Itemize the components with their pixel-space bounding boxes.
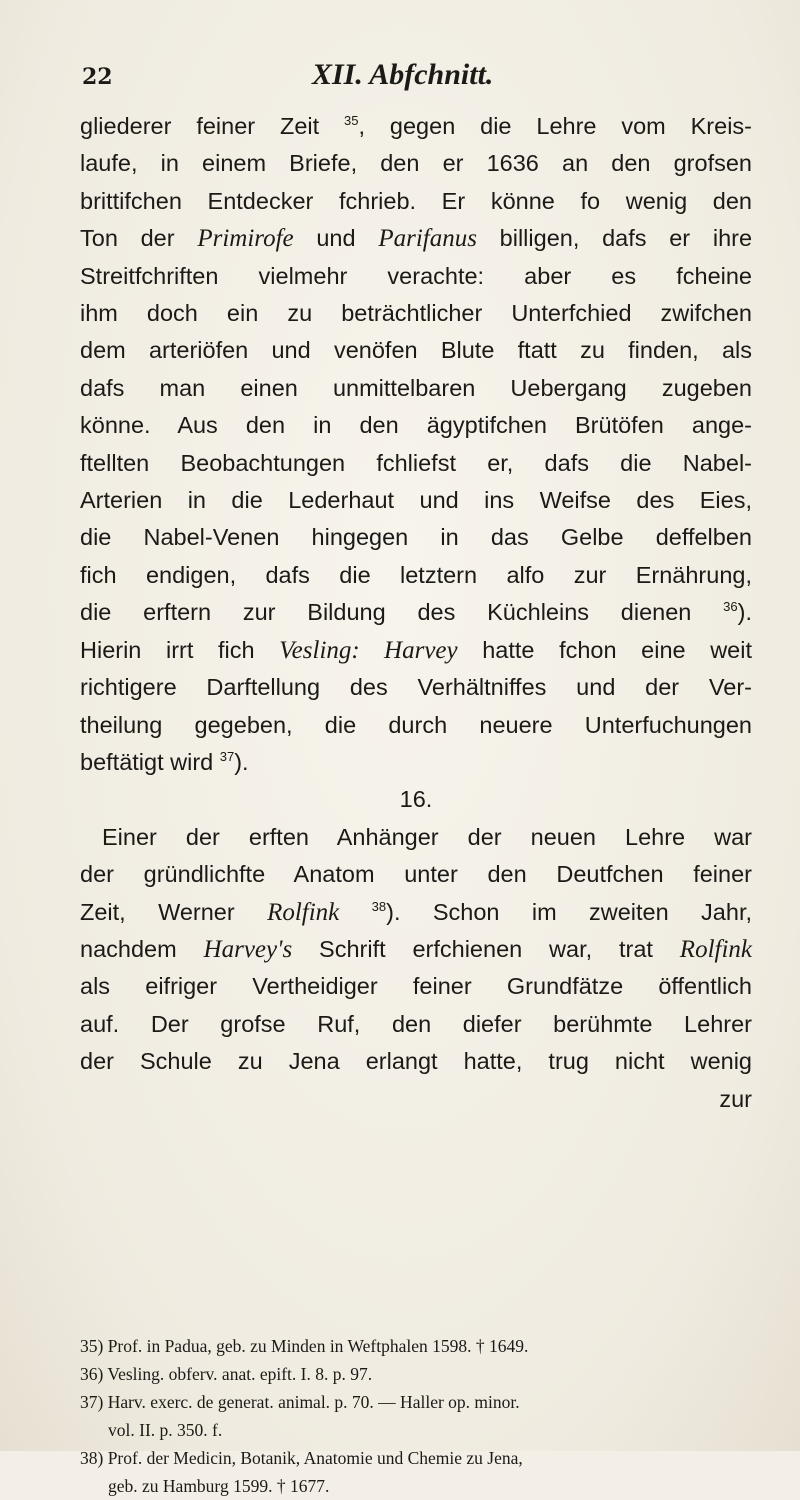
- text-line: dem arteriöfen und venöfen Blute ftatt zu finden, als: [80, 337, 752, 364]
- text-line: fich endigen, dafs die letztern alfo zur Ernährung,: [80, 561, 752, 588]
- footnote-ref: 36: [723, 599, 738, 615]
- footnote-37-cont: vol. II. p. 350. f.: [108, 1420, 223, 1440]
- text-line: Zeit, Werner Rolfink $^{38}$). Schon im zweiten Jahr,: [80, 898, 753, 926]
- text-line: der gründlichfte Anatom unter den Deutfchen feiner: [80, 861, 752, 888]
- footnotes: [80, 1332, 760, 1500]
- section-number: 16.: [399, 786, 433, 813]
- catchword: zur: [719, 1085, 752, 1112]
- footnote-35: 35) Prof. in Padua, geb. zu Minden in Weftphalen 1598. † 1649.: [80, 1336, 529, 1356]
- text-line: Ton der Primirofe und Parifanus billigen, dafs er ihre: [80, 225, 753, 253]
- footnote-38: 38) Prof. der Medicin, Botanik, Anatomie und Chemie zu Jena,: [80, 1448, 523, 1468]
- text-line: ihm doch ein zu beträchtlicher Unterfchied zwifchen: [80, 300, 752, 327]
- text-line: Streitfchriften vielmehr verachte: aber es fcheine: [80, 262, 752, 289]
- main-text: [80, 108, 752, 1118]
- footnote-ref: 38: [371, 898, 387, 914]
- text-line: beftätigt wird $^{37}$).: [80, 748, 249, 775]
- text-line: die erftern zur Bildung des Küchleins dienen $^{36}$).: [80, 599, 752, 626]
- text-line: als eifriger Vertheidiger feiner Grundfätze öffentlich: [80, 973, 752, 1000]
- text-line: auf. Der grofse Ruf, den diefer berühmte Lehrer: [80, 1010, 752, 1037]
- text-line: nachdem Harvey's Schrift erfchienen war, trat Rolfink: [80, 935, 753, 963]
- text-line: Einer der erften Anhänger der neuen Lehre war: [102, 823, 752, 850]
- footnote-ref: 37: [219, 749, 235, 765]
- text-line: theilung gegeben, die durch neuere Unterfuchungen: [80, 711, 752, 738]
- text-line: gliederer feiner Zeit $^{35}$, gegen die Lehre vom Kreis-: [80, 113, 753, 139]
- page-header: [82, 58, 742, 98]
- text-line: brittifchen Entdecker fchrieb. Er könne fo wenig den: [80, 187, 752, 214]
- text-line: ftellten Beobachtungen fchliefst er, dafs die Nabel-: [80, 449, 752, 476]
- footnote-37: 37) Harv. exerc. de generat. animal. p. 70. — Haller op. minor.: [80, 1392, 520, 1412]
- text-line: laufe, in einem Briefe, den er 1636 an den grofsen: [80, 150, 752, 177]
- footnote-ref: 35: [344, 113, 359, 129]
- text-line: der Schule zu Jena erlangt hatte, trug nicht wenig: [80, 1048, 752, 1075]
- text-line: Arterien in die Lederhaut und ins Weifse des Eies,: [80, 487, 752, 514]
- running-head: XII. Abfchnitt.: [312, 58, 494, 91]
- page-number: 22: [82, 64, 113, 90]
- text-line: Hierin irrt fich Vesling: Harvey hatte fchon eine weit: [80, 636, 752, 664]
- footnote-36: 36) Vesling. obferv. anat. epift. I. 8. p. 97.: [80, 1364, 373, 1384]
- text-line: könne. Aus den in den ägyptifchen Brütöfen ange-: [80, 412, 752, 439]
- text-line: richtigere Darftellung des Verhältniffes und der Ver-: [80, 674, 752, 701]
- footnote-38-cont: geb. zu Hamburg 1599. † 1677.: [108, 1476, 330, 1496]
- text-line: die Nabel-Venen hingegen in das Gelbe deffelben: [80, 524, 752, 551]
- text-line: dafs man einen unmittelbaren Uebergang zugeben: [80, 374, 752, 401]
